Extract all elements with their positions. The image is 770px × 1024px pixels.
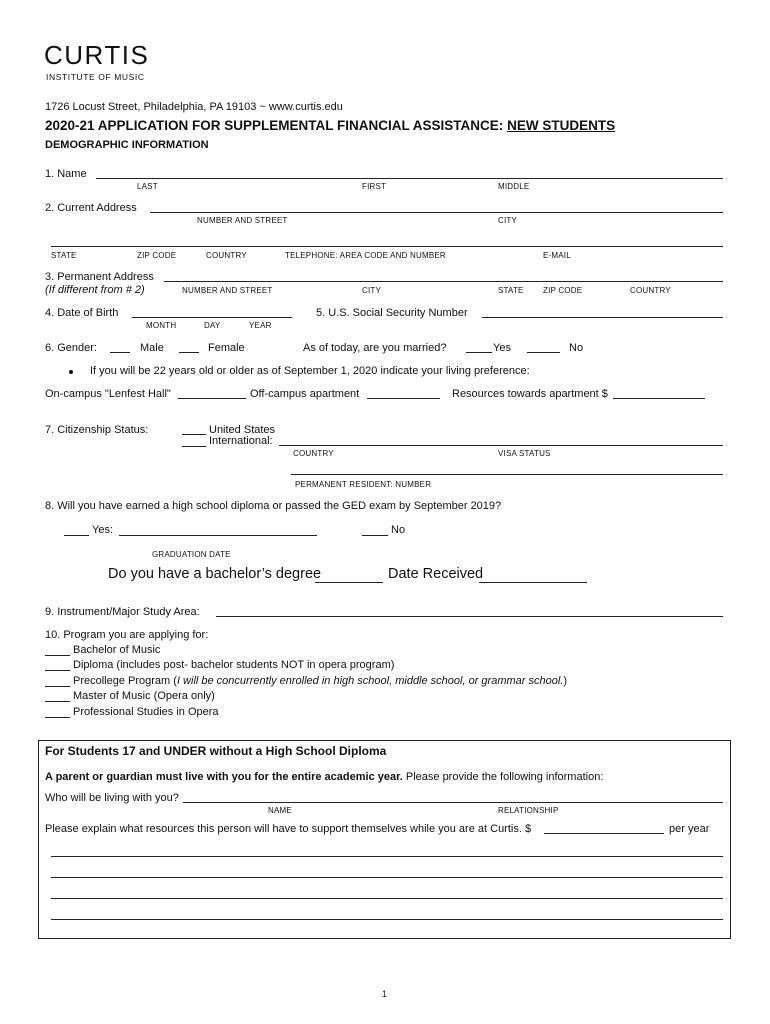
diploma-yes-label: Yes: — [92, 524, 114, 536]
bullet-icon — [69, 370, 73, 374]
married-no-label: No — [569, 342, 584, 354]
q3-sub-country: COUNTRY — [630, 286, 671, 295]
who-living-field[interactable] — [183, 802, 723, 803]
bachelor-question: Do you have a bachelor’s degree — [108, 566, 322, 582]
name-field[interactable] — [96, 178, 723, 179]
offcampus-label: Off-campus apartment — [250, 388, 360, 400]
precollege-note: I will be concurrently enrolled in high school, middle school, or grammar school. — [176, 675, 564, 687]
current-address-line2-field[interactable] — [51, 246, 723, 247]
q2-sub-email: E-MAIL — [543, 251, 571, 260]
curtis-logo: CURTIS — [44, 40, 150, 70]
gender-male-label: Male — [140, 342, 164, 354]
program-precollege-label: Precollege Program (I will be concurrently enrolled in high school, middle school, or grammar school.) — [73, 675, 568, 687]
diploma-no-blank[interactable] — [362, 535, 388, 536]
date-received-field[interactable] — [479, 582, 587, 583]
q3-sub-street: NUMBER AND STREET — [182, 286, 273, 295]
resources-amount-field[interactable] — [613, 398, 705, 399]
explain-line-2[interactable] — [51, 877, 723, 878]
program-professional-blank[interactable] — [45, 717, 70, 718]
date-of-birth-field[interactable] — [132, 317, 292, 318]
q8-label: 8. Will you have earned a high school diploma or passed the GED exam by September 2019? — [45, 500, 502, 512]
permanent-resident-field[interactable] — [291, 474, 723, 475]
resources-label: Resources towards apartment $ — [452, 388, 608, 400]
program-bachelor-label: Bachelor of Music — [73, 644, 161, 656]
q2-sub-country: COUNTRY — [206, 251, 247, 260]
program-master-blank[interactable] — [45, 701, 70, 702]
program-precollege-blank[interactable] — [45, 686, 70, 687]
q1-label: 1. Name — [45, 168, 87, 180]
q1-sub-first: FIRST — [362, 182, 387, 191]
per-year-label: per year — [669, 823, 710, 835]
citizen-us-blank[interactable] — [182, 434, 206, 435]
q7-sub-permanent-resident: PERMANENT RESIDENT: NUMBER — [295, 480, 432, 489]
q3-sub-city: CITY — [362, 286, 382, 295]
q9-label: 9. Instrument/Major Study Area: — [45, 606, 200, 618]
q2-sub-city: CITY — [498, 216, 518, 225]
bachelor-degree-blank[interactable] — [315, 582, 383, 583]
married-no-blank[interactable] — [527, 352, 560, 353]
program-diploma-blank[interactable] — [45, 670, 70, 671]
under-17-box — [38, 740, 731, 939]
citizen-intl-blank[interactable] — [182, 446, 206, 447]
program-master-label: Master of Music (Opera only) — [73, 690, 215, 702]
instrument-field[interactable] — [216, 616, 723, 617]
explain-label: Please explain what resources this person will have to support themselves while you are at Curtis. $ — [45, 823, 532, 835]
q2-sub-state: STATE — [51, 251, 77, 260]
q7-label: 7. Citizenship Status: — [45, 424, 149, 436]
explain-line-1[interactable] — [51, 856, 723, 857]
graduation-date-field[interactable] — [119, 535, 317, 536]
q7-sub-visa: VISA STATUS — [498, 449, 551, 458]
q5-label: 5. U.S. Social Security Number — [316, 307, 468, 319]
q2-sub-street: NUMBER AND STREET — [197, 216, 288, 225]
address-line: 1726 Locust Street, Philadelphia, PA 19103 ~ www.curtis.edu — [45, 101, 343, 113]
resources-per-year-field[interactable] — [544, 833, 664, 834]
citizen-us-label: United States — [209, 424, 276, 436]
diploma-yes-blank[interactable] — [64, 535, 89, 536]
q4-sub-day: DAY — [204, 321, 221, 330]
q3-sub-state: STATE — [498, 286, 524, 295]
q10-label: 10. Program you are applying for: — [45, 629, 209, 641]
explain-line-4[interactable] — [51, 919, 723, 920]
married-question: As of today, are you married? — [303, 342, 447, 354]
married-yes-label: Yes — [493, 342, 511, 354]
who-label: Who will be living with you? — [45, 792, 179, 804]
q1-sub-middle: MIDDLE — [498, 182, 530, 191]
program-diploma-label: Diploma (includes post- bachelor students NOT in opera program) — [73, 659, 395, 671]
q3-note: (If different from # 2) — [45, 284, 145, 296]
q2-sub-telephone: TELEPHONE: AREA CODE AND NUMBER — [285, 251, 446, 260]
section-heading: DEMOGRAPHIC INFORMATION — [45, 139, 209, 151]
ssn-field[interactable] — [482, 317, 723, 318]
q4-sub-month: MONTH — [146, 321, 177, 330]
q7-sub-country: COUNTRY — [293, 449, 334, 458]
program-bachelor-blank[interactable] — [45, 655, 70, 656]
offcampus-blank[interactable] — [367, 398, 440, 399]
box-sub-relationship: RELATIONSHIP — [498, 806, 559, 815]
date-received-label: Date Received — [388, 566, 484, 582]
permanent-address-field[interactable] — [164, 281, 723, 282]
q2-label: 2. Current Address — [45, 202, 137, 214]
q2-sub-zip: ZIP CODE — [137, 251, 177, 260]
title-new-students: NEW STUDENTS — [507, 118, 616, 133]
q4-sub-year: YEAR — [249, 321, 272, 330]
q6-label: 6. Gender: — [45, 342, 97, 354]
box-line1: A parent or guardian must live with you for the entire academic year. Please provide the following information: — [45, 771, 604, 783]
married-yes-blank[interactable] — [466, 352, 492, 353]
gender-male-blank[interactable] — [110, 352, 130, 353]
q3-label: 3. Permanent Address — [45, 271, 154, 283]
explain-line-3[interactable] — [51, 898, 723, 899]
curtis-logo-subtitle: INSTITUTE OF MUSIC — [46, 72, 145, 82]
citizen-intl-label: International: — [209, 435, 273, 447]
housing-bullet-text: If you will be 22 years old or older as of September 1, 2020 indicate your living preference: — [90, 365, 530, 377]
diploma-no-label: No — [391, 524, 406, 536]
gender-female-blank[interactable] — [179, 352, 199, 353]
q4-label: 4. Date of Birth — [45, 307, 119, 319]
gender-female-label: Female — [208, 342, 245, 354]
q3-sub-zip: ZIP CODE — [543, 286, 583, 295]
box-sub-name: NAME — [268, 806, 292, 815]
box-heading: For Students 17 and UNDER without a High School Diploma — [45, 744, 387, 758]
current-address-field[interactable] — [150, 212, 723, 213]
page-title: 2020-21 APPLICATION FOR SUPPLEMENTAL FINANCIAL ASSISTANCE: NEW STUDENTS — [45, 118, 616, 133]
international-field[interactable] — [279, 445, 723, 446]
page-number: 1 — [382, 989, 388, 999]
oncampus-label: On-campus "Lenfest Hall" — [45, 388, 171, 400]
program-professional-label: Professional Studies in Opera — [73, 706, 219, 718]
q8-sub-graduation-date: GRADUATION DATE — [152, 550, 231, 559]
oncampus-blank[interactable] — [178, 398, 246, 399]
q1-sub-last: LAST — [137, 182, 158, 191]
